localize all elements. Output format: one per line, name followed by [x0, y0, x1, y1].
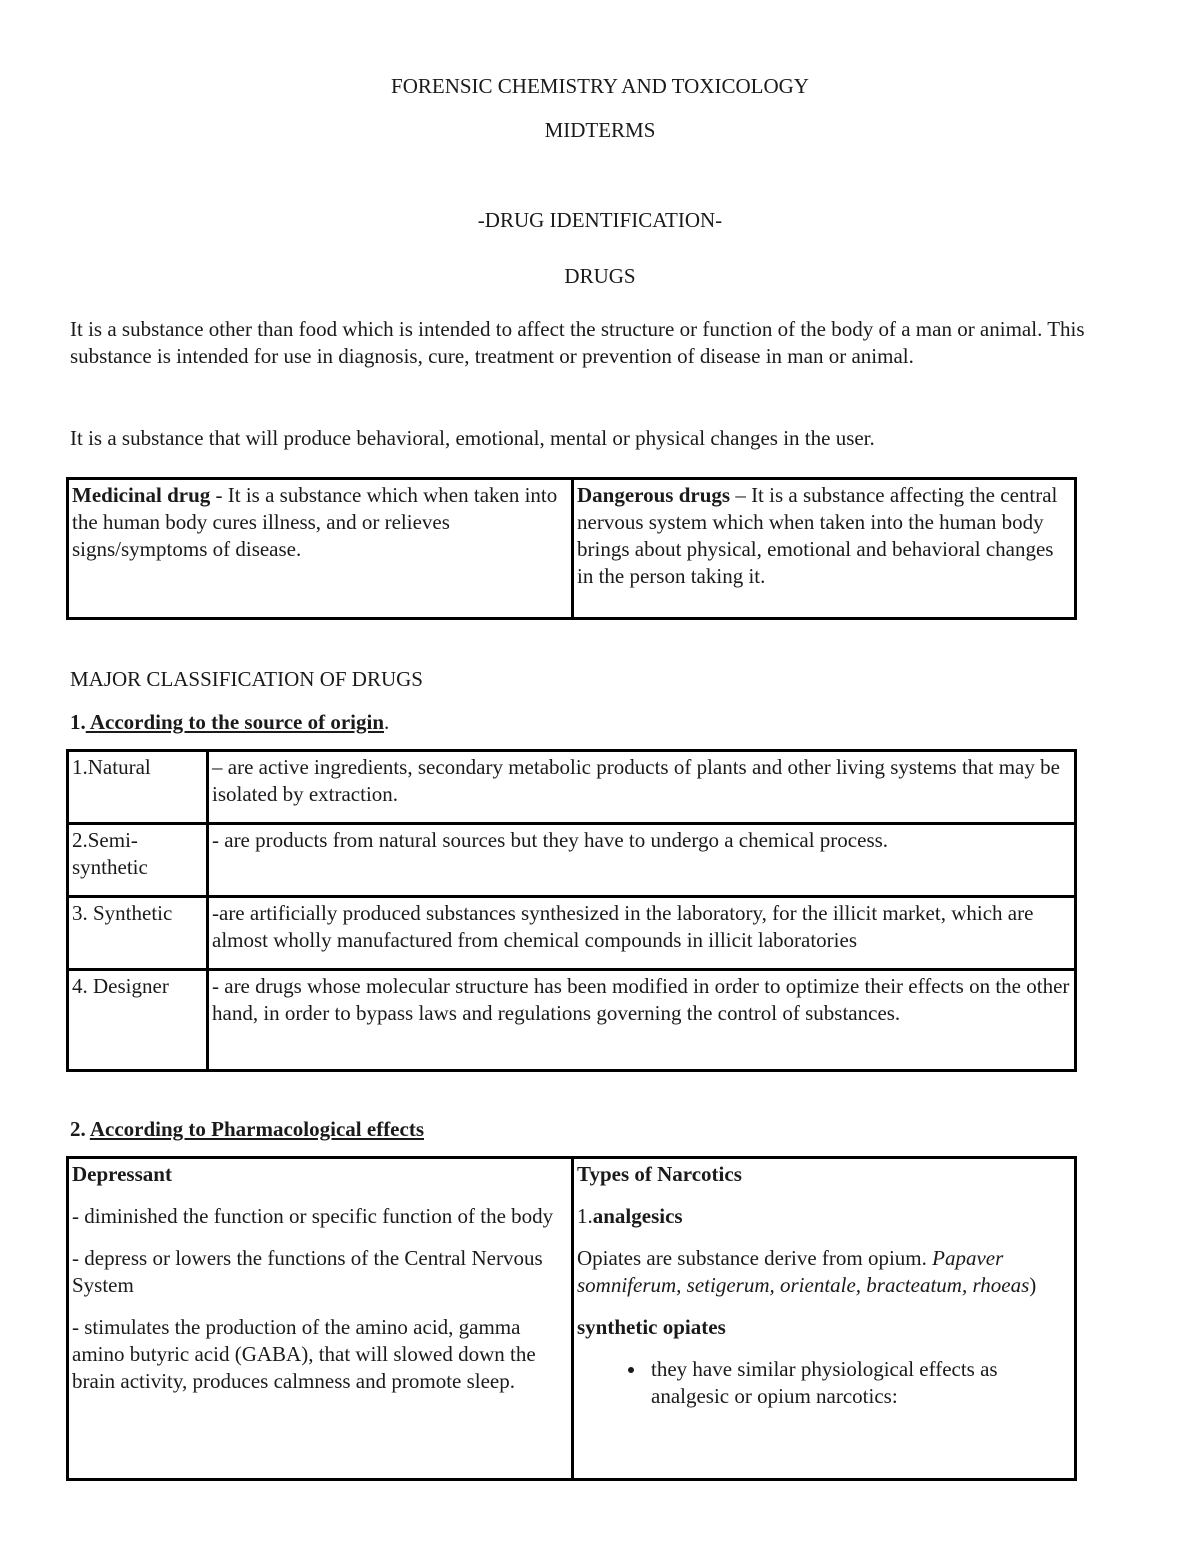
- table-row: [68, 970, 1076, 1071]
- medicinal-drug-cell: [68, 479, 573, 619]
- list-item: • they have similar physiological effects as analgesic or opium narcotics:: [647, 1356, 1072, 1410]
- pharmacological-table: [66, 1156, 1077, 1481]
- pharmacological-number: 2.: [70, 1117, 90, 1141]
- source-label-cell: 2.Semi-synthetic: [68, 824, 208, 897]
- table-row: [68, 751, 1076, 824]
- drug-definition-paragraph: It is a substance other than food which is intended to affect the structure or function of the body of a man or animal. This substance is intended for use in diagnosis, cure, treatment or prevention of disease in man or animal.: [70, 317, 1085, 368]
- classification-heading: MAJOR CLASSIFICATION OF DRUGS: [70, 667, 423, 691]
- dangerous-drugs-term: Dangerous drugs: [577, 483, 731, 507]
- analgesics-title: analgesics: [592, 1204, 683, 1228]
- opiates-close: ): [1029, 1273, 1037, 1297]
- source-label-cell: 4. Designer: [68, 970, 208, 1071]
- depressant-item: - diminished the function or specific function of the body: [72, 1204, 554, 1228]
- narcotics-cell: [573, 1158, 1076, 1480]
- pharmacological-title: According to Pharmacological effects: [89, 1117, 424, 1141]
- depressant-item: - stimulates the production of the amino acid, gamma amino butyric acid (GABA), that will slowed down the brain activity, produces calmness and promote sleep.: [72, 1315, 536, 1393]
- opiates-text: Opiates are substance derive from opium.: [577, 1246, 933, 1270]
- synthetic-opiates-list: [577, 1356, 1072, 1410]
- pharmacological-effects-heading: [70, 1116, 1095, 1143]
- table-row: [68, 824, 1076, 897]
- source-desc-cell: – are active ingredients, secondary metabolic products of plants and other living systems that may be isolated by extraction.: [208, 751, 1076, 824]
- source-of-origin-heading: [70, 709, 1095, 736]
- source-of-origin-period: .: [384, 710, 390, 734]
- section-heading-drug-identification: -DRUG IDENTIFICATION-: [477, 208, 723, 232]
- source-label-cell: 3. Synthetic: [68, 897, 208, 970]
- table-row: [68, 897, 1076, 970]
- source-of-origin-table: [66, 749, 1077, 1072]
- medicinal-drug-term: Medicinal drug: [72, 483, 211, 507]
- source-desc-cell: -are artificially produced substances synthesized in the laboratory, for the illicit market, which are almost wholly manufactured from chemical compounds in illicit laboratories: [208, 897, 1076, 970]
- definitions-table: [66, 477, 1077, 620]
- source-desc-cell: - are drugs whose molecular structure has been modified in order to optimize their effects on the other hand, in order to bypass laws and regulations governing the control of substances.: [208, 970, 1076, 1071]
- section-subheading-drugs: DRUGS: [564, 264, 636, 288]
- dangerous-drugs-text: – It is a substance affecting the central nervous system which when taken into the human body brings about physical, emotional and behavioral changes in the person taking it.: [577, 483, 1058, 588]
- narcotics-heading: Types of Narcotics: [577, 1162, 742, 1186]
- analgesics-number: 1.: [577, 1204, 593, 1228]
- opiates-paragraph: [577, 1245, 1072, 1299]
- medicinal-drug-text: - It is a substance which when taken into the human body cures illness, and or relieves signs/symptoms of disease.: [72, 483, 558, 561]
- drug-effect-paragraph: It is a substance that will produce behavioral, emotional, mental or physical changes in the user.: [70, 426, 875, 450]
- depressant-heading: Depressant: [72, 1162, 172, 1186]
- source-of-origin-title: According to the source of origin: [85, 710, 384, 734]
- dangerous-drugs-cell: [573, 479, 1076, 619]
- depressant-item: - depress or lowers the functions of the Central Nervous System: [72, 1246, 543, 1297]
- depressant-cell: [68, 1158, 573, 1480]
- pharmacological-row: [68, 1158, 1076, 1480]
- source-of-origin-number: 1.: [70, 710, 86, 734]
- document-subtitle: MIDTERMS: [544, 118, 656, 142]
- synthetic-opiates-heading: synthetic opiates: [577, 1315, 726, 1339]
- source-desc-cell: - are products from natural sources but they have to undergo a chemical process.: [208, 824, 1076, 897]
- definitions-row: [68, 479, 1076, 619]
- source-label-cell: 1.Natural: [68, 751, 208, 824]
- opiates-species: Papaver somniferum, setigerum, orientale, bracteatum, rhoeas: [577, 1246, 1030, 1297]
- document-title: FORENSIC CHEMISTRY AND TOXICOLOGY: [391, 74, 809, 98]
